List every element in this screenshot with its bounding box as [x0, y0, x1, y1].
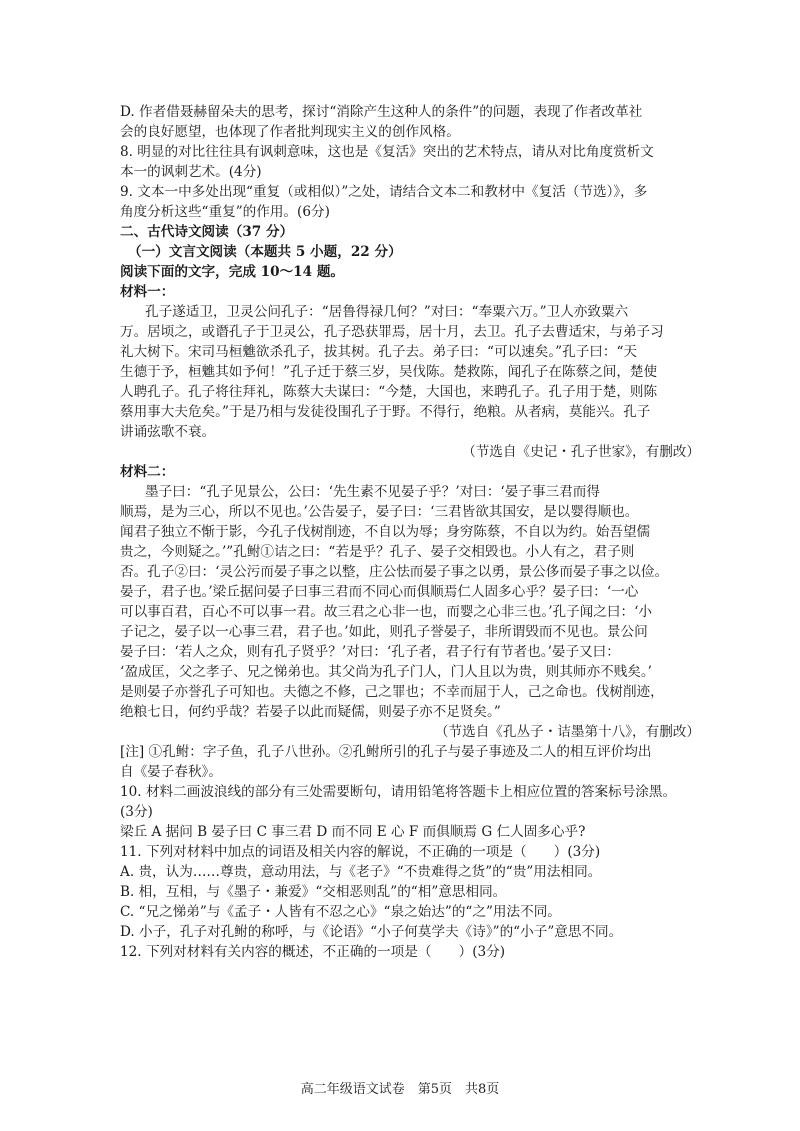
question-12-stem: 12. 下列对材料有关内容的概述，不正确的一项是（ ）(3分) — [120, 944, 506, 960]
option-d-line-1: D. 作者借聂赫留朵夫的思考，探讨“消除产生这种人的条件”的问题，表现了作者改革社 — [120, 104, 643, 120]
question-10-line-2: (3分) — [120, 804, 153, 820]
reading-instruction: 阅读下面的文字，完成 10～14 题。 — [120, 264, 345, 280]
material-2-line-5: 否。孔子②曰：‘灵公污而晏子事之以整，庄公怯而晏子事之以勇，景公侈而晏子事之以俭。 — [120, 564, 669, 580]
material-2-line-3: 闻君子独立不惭于影，今孔子伐树削迹，不自以为辱；身穷陈蔡，不自以为约。始吾望儒 — [120, 524, 651, 540]
material-1-line-7: 讲诵弦歌不衰。 — [120, 424, 216, 440]
question-8-line-2: 本一的讽刺艺术。(4分) — [120, 164, 262, 180]
page-footer: 高二年级语文试卷 第5页 共8页 — [300, 1082, 500, 1097]
question-9-line-2: 角度分析这些“重复”的作用。(6分) — [120, 204, 330, 220]
material-1-line-5: 人聘孔子。孔子将往拜礼，陈蔡大夫谋曰：“今楚，大国也，来聘孔子。孔子用于楚，则陈 — [120, 384, 658, 400]
question-10-line-1: 10. 材料二画波浪线的部分有三处需要断句，请用铅笔将答题卡上相应位置的答案标号涂黑。 — [120, 784, 677, 800]
material-2-line-12: 绝粮七日，何约乎哉？若晏子以此而疑儒，则晏子亦不足贤矣。” — [120, 704, 501, 720]
section-heading: 二、古代诗文阅读（37 分） — [120, 224, 294, 240]
material-2-source: （节选自《孔丛子・诘墨第十八》，有删改） — [434, 724, 700, 740]
material-2-line-1: 墨子曰：“孔子见景公，公曰：‘先生素不见晏子乎？’对曰：‘晏子事三君而得 — [145, 484, 600, 500]
material-1-line-4: 生德于予，桓魋其如予何！”孔子迁于蔡三岁，吴伐陈。楚救陈，闻孔子在陈蔡之间，楚使 — [120, 364, 658, 380]
material-1-line-1: 孔子遂适卫，卫灵公问孔子：“居鲁得禄几何？”对曰：“奉粟六万。”卫人亦致粟六 — [145, 304, 629, 320]
annotation-line-1: [注] ①孔鲋：字子鱼，孔子八世孙。②孔鲋所引的孔子与晏子事迹及二人的相互评价均出 — [120, 744, 652, 760]
material-1-line-2: 万。居顷之，或谮孔子于卫灵公，孔子恐获罪焉，居十月，去卫。孔子去曹适宋，与弟子习 — [120, 324, 664, 340]
material-2-heading: 材料二： — [120, 464, 175, 480]
question-11-option-b: B. 相，互相，与《墨子・兼爱》“交相恶则乱”的“相”意思相同。 — [120, 884, 507, 900]
annotation-line-2: 自《晏子春秋》。 — [120, 764, 222, 780]
material-1-line-6: 蔡用事大夫危矣。”于是乃相与发徒役围孔子于野。不得行，绝粮。从者病，莫能兴。孔子 — [120, 404, 651, 420]
material-2-line-4: 贵之，今则疑之。’”孔鲋①诘之曰：“若是乎？孔子、晏子交相毁也。小人有之，君子则 — [120, 544, 635, 560]
question-11-option-c: C. “兄之悌弟”与《孟子・人皆有不忍之心》“泉之始达”的“之”用法不同。 — [120, 904, 561, 920]
material-1-heading: 材料一： — [120, 284, 175, 300]
question-11-stem: 11. 下列对材料中加点的词语及相关内容的解说，不正确的一项是（ ）(3分) — [120, 844, 601, 860]
material-2-line-11: 是则晏子亦誉孔子可知也。夫德之不修，己之罪也；不幸而屈于人，己之命也。伐树削迹， — [120, 684, 664, 700]
material-2-line-10: ‘盈成匡，父之孝子、兄之悌弟也。其父尚为孔子门人，门人且以为贵，则其师亦不贱矣。’ — [120, 664, 652, 680]
subsection-heading: （一）文言文阅读（本题共 5 小题，22 分） — [128, 244, 402, 260]
material-1-line-3: 礼大树下。宋司马桓魋欲杀孔子，拔其树。孔子去。弟子曰：“可以速矣。”孔子曰：“天 — [120, 344, 638, 360]
material-2-line-6: 晏子，君子也。’梁丘据问晏子曰事三君而不同心而俱顺焉仁人固多心乎？晏子曰：‘一心 — [120, 584, 639, 600]
option-d-line-2: 会的良好愿望，也体现了作者批判现实主义的创作风格。 — [120, 124, 460, 140]
material-2-line-7: 可以事百君，百心不可以事一君。故三君之心非一也，而婴之心非三也。’孔子闻之曰：‘小 — [120, 604, 652, 620]
material-1-source: （节选自《史记・孔子世家》，有删改） — [462, 444, 700, 460]
question-11-option-d: D. 小子，孔子对孔鲋的称呼，与《论语》“小子何莫学夫《诗》”的“小子”意思不同。 — [120, 924, 623, 940]
question-8-line-1: 8. 明显的对比往往具有讽刺意味，这也是《复活》突出的艺术特点，请从对比角度赏析文 — [120, 144, 654, 160]
question-9-line-1: 9. 文本一中多处出现“重复（或相似）”之处，请结合文本二和教材中《复活（节选）》，多 — [120, 184, 648, 200]
question-11-option-a: A. 贵，认为……尊贵，意动用法，与《老子》“不贵难得之货”的“贵”用法相同。 — [120, 864, 602, 880]
question-10-options: 梁丘 A 据问 B 晏子曰 C 事三君 D 而不同 E 心 F 而俱顺焉 G 仁人固多心乎? — [120, 824, 586, 840]
material-2-line-8: 子记之，晏子以一心事三君，君子也。’如此，则孔子誉晏子，非所谓毁而不见也。景公问 — [120, 624, 648, 640]
material-2-line-9: 晏子曰：‘若人之众，则有孔子贤乎？’对曰：‘孔子者，君子行有节者也。’晏子又曰： — [120, 644, 620, 660]
material-2-line-2: 顺焉，是为三心，所以不见也。’公告晏子，晏子曰：‘三君皆欲其国安，是以婴得顺也。 — [120, 504, 639, 520]
